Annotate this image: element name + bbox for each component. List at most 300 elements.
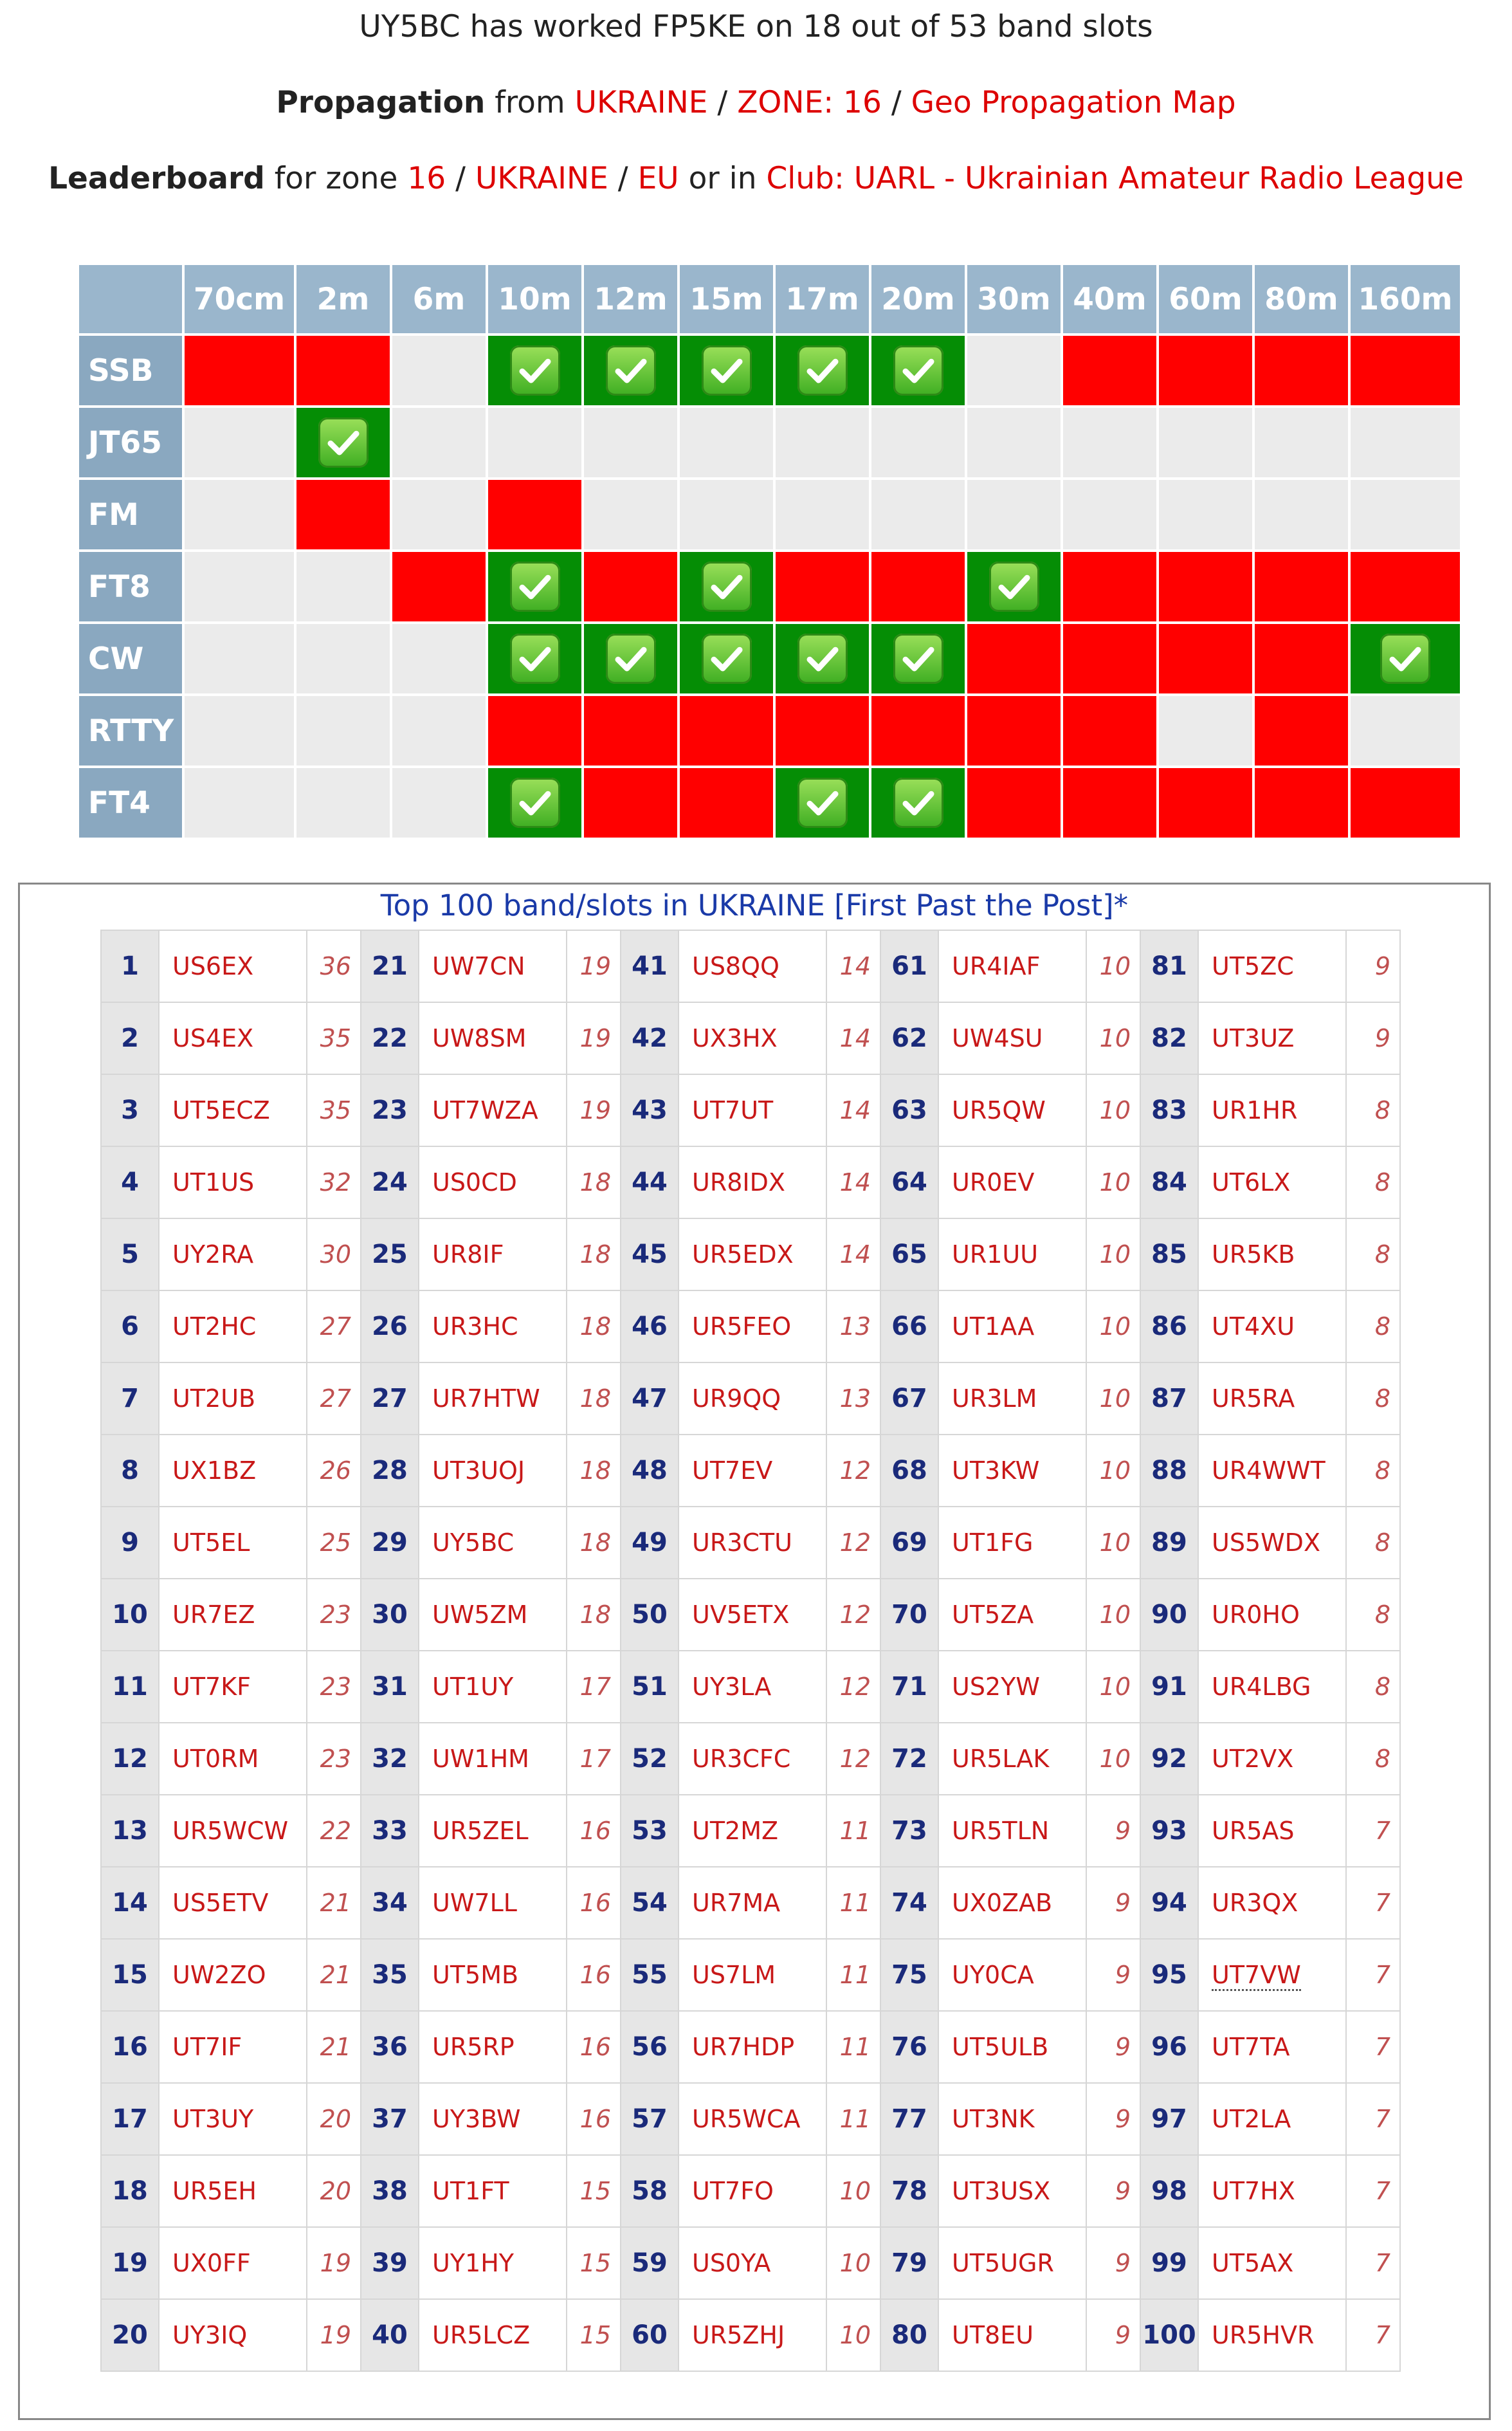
- mode-row: [79, 336, 1460, 405]
- callsign-cell[interactable]: [1198, 1723, 1346, 1795]
- callsign-link[interactable]: US8QQ: [692, 952, 779, 980]
- callsign-cell[interactable]: [679, 1651, 826, 1723]
- callsign-cell[interactable]: [679, 2083, 826, 2155]
- check-icon: [702, 634, 752, 684]
- callsign-cell[interactable]: [1198, 1867, 1346, 1939]
- empty-slot-cell: [1159, 480, 1252, 549]
- callsign-cell[interactable]: [1198, 2083, 1346, 2155]
- callsign-link[interactable]: UT5UGR: [952, 2249, 1054, 2277]
- worked-slot-cell: [871, 768, 965, 838]
- callsign-link[interactable]: UT1AA: [952, 1312, 1035, 1341]
- worked-slot-cell: [488, 552, 581, 621]
- callsign-link[interactable]: UR5LAK: [952, 1745, 1050, 1773]
- callsign-cell[interactable]: [679, 1723, 826, 1795]
- score-cell: 27: [307, 1290, 361, 1362]
- callsign-cell[interactable]: [159, 1435, 307, 1507]
- callsign-cell[interactable]: [679, 1002, 826, 1074]
- unworked-slot-cell: [584, 552, 677, 621]
- callsign-link[interactable]: UT5MB: [432, 1961, 519, 1989]
- callsign-link[interactable]: UT2MZ: [692, 1817, 779, 1845]
- callsign-cell[interactable]: [938, 1362, 1086, 1435]
- rank-cell: 9: [101, 1507, 159, 1579]
- callsign-link[interactable]: UT5EL: [172, 1528, 250, 1557]
- worked-slot-cell: [967, 552, 1061, 621]
- leaderboard-row: [101, 1362, 1400, 1435]
- callsign-link[interactable]: UT2UB: [172, 1384, 256, 1413]
- callsign-cell[interactable]: [159, 1362, 307, 1435]
- callsign-link[interactable]: UR5QW: [952, 1096, 1046, 1124]
- callsign-link[interactable]: UY0CA: [952, 1961, 1034, 1989]
- score-cell: 12: [826, 1435, 880, 1507]
- leaderboard-country-link[interactable]: UKRAINE: [475, 161, 608, 196]
- callsign-link[interactable]: UT7VW: [1212, 1961, 1301, 1991]
- callsign-cell[interactable]: [159, 2011, 307, 2083]
- callsign-link[interactable]: UV5ETX: [692, 1601, 790, 1629]
- rank-cell: 85: [1140, 1218, 1198, 1290]
- callsign-cell[interactable]: [419, 930, 567, 1002]
- score-cell: 7: [1346, 1939, 1400, 2011]
- callsign-link[interactable]: UR7HTW: [432, 1384, 540, 1413]
- score-cell: 12: [826, 1507, 880, 1579]
- callsign-cell[interactable]: [679, 1362, 826, 1435]
- callsign-link[interactable]: UT2LA: [1212, 2105, 1291, 2133]
- callsign-link[interactable]: UR5ZHJ: [692, 2321, 785, 2349]
- callsign-link[interactable]: UT5ECZ: [172, 1096, 270, 1124]
- callsign-cell[interactable]: [159, 2155, 307, 2227]
- score-cell: 25: [307, 1507, 361, 1579]
- leaderboard-or-in-text: or in: [688, 161, 757, 196]
- rank-cell: 99: [1140, 2227, 1198, 2299]
- callsign-cell[interactable]: [419, 2155, 567, 2227]
- callsign-cell[interactable]: [159, 1795, 307, 1867]
- check-icon: [318, 417, 369, 468]
- callsign-cell[interactable]: [938, 2083, 1086, 2155]
- empty-slot-cell: [680, 408, 773, 477]
- callsign-link[interactable]: UT6LX: [1212, 1168, 1291, 1197]
- callsign-link[interactable]: UT7UT: [692, 1096, 774, 1124]
- mode-label: CW: [79, 624, 182, 693]
- empty-slot-cell: [1159, 408, 1252, 477]
- callsign-link[interactable]: UT3UZ: [1212, 1024, 1295, 1052]
- callsign-cell[interactable]: [1198, 2299, 1346, 2371]
- callsign-link[interactable]: UR5FEO: [692, 1312, 792, 1341]
- callsign-cell[interactable]: [419, 1362, 567, 1435]
- score-cell: 27: [307, 1362, 361, 1435]
- callsign-cell[interactable]: [159, 1507, 307, 1579]
- callsign-cell[interactable]: [1198, 1795, 1346, 1867]
- callsign-cell[interactable]: [159, 1074, 307, 1146]
- band-header: 80m: [1255, 265, 1348, 333]
- callsign-link[interactable]: UR5AS: [1212, 1817, 1295, 1845]
- callsign-link[interactable]: UW5ZM: [432, 1601, 528, 1629]
- callsign-cell[interactable]: [159, 2083, 307, 2155]
- callsign-cell[interactable]: [938, 930, 1086, 1002]
- callsign-link[interactable]: UR5KB: [1212, 1240, 1295, 1269]
- callsign-link[interactable]: UR4LBG: [1212, 1673, 1311, 1701]
- geo-propagation-map-link[interactable]: Geo Propagation Map: [911, 85, 1236, 120]
- callsign-link[interactable]: UR5RP: [432, 2033, 515, 2061]
- callsign-link[interactable]: UT5ZA: [952, 1601, 1034, 1629]
- callsign-link[interactable]: UT7IF: [172, 2033, 242, 2061]
- callsign-cell[interactable]: [1198, 1435, 1346, 1507]
- rank-cell: 21: [361, 930, 419, 1002]
- callsign-cell[interactable]: [1198, 1507, 1346, 1579]
- callsign-link[interactable]: UT7HX: [1212, 2177, 1295, 2205]
- callsign-cell[interactable]: [938, 2011, 1086, 2083]
- callsign-link[interactable]: UT4XU: [1212, 1312, 1295, 1341]
- empty-slot-cell: [1063, 480, 1156, 549]
- callsign-cell[interactable]: [938, 1218, 1086, 1290]
- callsign-cell[interactable]: [1198, 2155, 1346, 2227]
- callsign-link[interactable]: UR5LCZ: [432, 2321, 531, 2349]
- leaderboard-row: [101, 2011, 1400, 2083]
- score-cell: 18: [567, 1146, 621, 1218]
- callsign-cell[interactable]: [938, 1435, 1086, 1507]
- callsign-link[interactable]: UR1HR: [1212, 1096, 1298, 1124]
- callsign-cell[interactable]: [1198, 1579, 1346, 1651]
- unworked-slot-cell: [1063, 336, 1156, 405]
- rank-cell: 51: [621, 1651, 679, 1723]
- propagation-zone-link[interactable]: ZONE: 16: [737, 85, 882, 120]
- callsign-link[interactable]: US4EX: [172, 1024, 254, 1052]
- leaderboard-row: [101, 1579, 1400, 1651]
- callsign-cell[interactable]: [419, 1939, 567, 2011]
- score-cell: 16: [567, 2083, 621, 2155]
- callsign-cell[interactable]: [938, 1939, 1086, 2011]
- callsign-link[interactable]: UR4WWT: [1212, 1456, 1325, 1485]
- callsign-link[interactable]: US5ETV: [172, 1889, 269, 1917]
- check-icon: [893, 634, 943, 684]
- callsign-cell[interactable]: [938, 1074, 1086, 1146]
- callsign-cell[interactable]: [679, 2227, 826, 2299]
- callsign-link[interactable]: UT3NK: [952, 2105, 1035, 2133]
- callsign-link[interactable]: UR3CFC: [692, 1745, 791, 1773]
- unworked-slot-cell: [776, 552, 869, 621]
- rank-cell: 1: [101, 930, 159, 1002]
- callsign-cell[interactable]: [159, 930, 307, 1002]
- callsign-cell[interactable]: [419, 2083, 567, 2155]
- callsign-cell[interactable]: [159, 1939, 307, 2011]
- callsign-cell[interactable]: [679, 1290, 826, 1362]
- callsign-link[interactable]: UT5ULB: [952, 2033, 1049, 2061]
- callsign-link[interactable]: UT1FG: [952, 1528, 1034, 1557]
- callsign-link[interactable]: UR5WCW: [172, 1817, 289, 1845]
- callsign-link[interactable]: UW4SU: [952, 1024, 1043, 1052]
- callsign-link[interactable]: UR1UU: [952, 1240, 1039, 1269]
- callsign-link[interactable]: UT2HC: [172, 1312, 257, 1341]
- callsign-cell[interactable]: [419, 1290, 567, 1362]
- callsign-link[interactable]: UY3IQ: [172, 2321, 248, 2349]
- callsign-link[interactable]: UX1BZ: [172, 1456, 257, 1485]
- callsign-cell[interactable]: [159, 1579, 307, 1651]
- leaderboard-row: [101, 1435, 1400, 1507]
- callsign-cell[interactable]: [938, 1723, 1086, 1795]
- callsign-link[interactable]: UT7KF: [172, 1673, 251, 1701]
- rank-cell: 59: [621, 2227, 679, 2299]
- callsign-cell[interactable]: [938, 1579, 1086, 1651]
- callsign-cell[interactable]: [159, 1146, 307, 1218]
- worked-summary-text: UY5BC has worked FP5KE on 18 out of 53 band slots: [359, 9, 1153, 44]
- callsign-link[interactable]: UY3LA: [692, 1673, 772, 1701]
- callsign-link[interactable]: UR0HO: [1212, 1601, 1300, 1629]
- callsign-cell[interactable]: [419, 1579, 567, 1651]
- callsign-cell[interactable]: [679, 1146, 826, 1218]
- empty-slot-cell: [185, 408, 294, 477]
- leaderboard-title: Top 100 band/slots in UKRAINE [First Past the Post]*: [380, 888, 1129, 922]
- callsign-cell[interactable]: [159, 1867, 307, 1939]
- callsign-cell[interactable]: [419, 2227, 567, 2299]
- callsign-cell[interactable]: [938, 1290, 1086, 1362]
- check-icon: [702, 562, 752, 612]
- callsign-cell[interactable]: [938, 1651, 1086, 1723]
- rank-cell: 15: [101, 1939, 159, 2011]
- callsign-cell[interactable]: [679, 1795, 826, 1867]
- callsign-link[interactable]: UT7EV: [692, 1456, 773, 1485]
- empty-slot-cell: [185, 552, 294, 621]
- callsign-cell[interactable]: [159, 1218, 307, 1290]
- score-cell: 15: [567, 2155, 621, 2227]
- callsign-cell[interactable]: [1198, 1939, 1346, 2011]
- callsign-link[interactable]: UT8EU: [952, 2321, 1034, 2349]
- callsign-cell[interactable]: [159, 2227, 307, 2299]
- callsign-cell[interactable]: [1198, 1146, 1346, 1218]
- callsign-cell[interactable]: [159, 1651, 307, 1723]
- callsign-link[interactable]: UR5ZEL: [432, 1817, 529, 1845]
- callsign-link[interactable]: UY5BC: [432, 1528, 515, 1557]
- callsign-cell[interactable]: [679, 1218, 826, 1290]
- score-cell: 14: [826, 1218, 880, 1290]
- callsign-link[interactable]: UR9QQ: [692, 1384, 781, 1413]
- callsign-cell[interactable]: [419, 2011, 567, 2083]
- callsign-link[interactable]: UY2RA: [172, 1240, 254, 1269]
- score-cell: 23: [307, 1723, 361, 1795]
- callsign-link[interactable]: UT3UY: [172, 2105, 254, 2133]
- callsign-link[interactable]: UT0RM: [172, 1745, 259, 1773]
- callsign-cell[interactable]: [419, 1795, 567, 1867]
- callsign-link[interactable]: US2YW: [952, 1673, 1040, 1701]
- callsign-cell[interactable]: [419, 1507, 567, 1579]
- rank-cell: 97: [1140, 2083, 1198, 2155]
- score-cell: 10: [826, 2227, 880, 2299]
- unworked-slot-cell: [776, 696, 869, 766]
- callsign-cell[interactable]: [1198, 2011, 1346, 2083]
- callsign-link[interactable]: UT5AX: [1212, 2249, 1294, 2277]
- callsign-link[interactable]: UR5HVR: [1212, 2321, 1315, 2349]
- score-cell: 8: [1346, 1218, 1400, 1290]
- rank-cell: 82: [1140, 1002, 1198, 1074]
- callsign-cell[interactable]: [938, 1002, 1086, 1074]
- callsign-link[interactable]: UT3USX: [952, 2177, 1051, 2205]
- callsign-link[interactable]: UT1UY: [432, 1673, 514, 1701]
- rank-cell: 16: [101, 2011, 159, 2083]
- callsign-link[interactable]: UX0ZAB: [952, 1889, 1053, 1917]
- unworked-slot-cell: [1063, 768, 1156, 838]
- callsign-link[interactable]: UR5EH: [172, 2177, 257, 2205]
- callsign-link[interactable]: UW1HM: [432, 1745, 529, 1773]
- callsign-link[interactable]: UR5EDX: [692, 1240, 794, 1269]
- check-icon: [606, 345, 656, 396]
- callsign-link[interactable]: UT1US: [172, 1168, 255, 1197]
- callsign-cell[interactable]: [938, 2155, 1086, 2227]
- callsign-cell[interactable]: [419, 2299, 567, 2371]
- callsign-cell[interactable]: [679, 1867, 826, 1939]
- rank-cell: 65: [880, 1218, 938, 1290]
- rank-cell: 83: [1140, 1074, 1198, 1146]
- callsign-cell[interactable]: [419, 1651, 567, 1723]
- callsign-link[interactable]: UW7CN: [432, 952, 525, 980]
- score-cell: 9: [1086, 2227, 1140, 2299]
- callsign-link[interactable]: UY3BW: [432, 2105, 521, 2133]
- unworked-slot-cell: [1255, 624, 1348, 693]
- check-icon: [510, 634, 560, 684]
- callsign-link[interactable]: UR0EV: [952, 1168, 1035, 1197]
- score-cell: 23: [307, 1579, 361, 1651]
- callsign-link[interactable]: US6EX: [172, 952, 254, 980]
- score-cell: 16: [567, 1867, 621, 1939]
- callsign-cell[interactable]: [1198, 1362, 1346, 1435]
- empty-slot-cell: [680, 480, 773, 549]
- band-header: 70cm: [185, 265, 294, 333]
- callsign-cell[interactable]: [159, 1290, 307, 1362]
- rank-cell: 75: [880, 1939, 938, 2011]
- unworked-slot-cell: [967, 624, 1061, 693]
- score-cell: 10: [1086, 1290, 1140, 1362]
- callsign-cell[interactable]: [159, 1723, 307, 1795]
- callsign-link[interactable]: UR3QX: [1212, 1889, 1298, 1917]
- callsign-link[interactable]: UW8SM: [432, 1024, 527, 1052]
- score-cell: 19: [567, 930, 621, 1002]
- callsign-link[interactable]: US0YA: [692, 2249, 771, 2277]
- callsign-cell[interactable]: [419, 1723, 567, 1795]
- callsign-cell[interactable]: [1198, 2227, 1346, 2299]
- score-cell: 17: [567, 1651, 621, 1723]
- callsign-link[interactable]: UR8IDX: [692, 1168, 785, 1197]
- score-cell: 13: [826, 1290, 880, 1362]
- check-icon: [893, 778, 943, 828]
- callsign-cell[interactable]: [938, 1146, 1086, 1218]
- callsign-cell[interactable]: [679, 1507, 826, 1579]
- score-cell: 10: [826, 2155, 880, 2227]
- leaderboard-club-link[interactable]: Club: UARL - Ukrainian Amateur Radio League: [766, 161, 1464, 196]
- callsign-link[interactable]: UW2ZO: [172, 1961, 266, 1989]
- callsign-cell[interactable]: [1198, 1290, 1346, 1362]
- callsign-cell[interactable]: [938, 2227, 1086, 2299]
- callsign-link[interactable]: UR5TLN: [952, 1817, 1050, 1845]
- callsign-link[interactable]: UX0FF: [172, 2249, 251, 2277]
- callsign-link[interactable]: UR7EZ: [172, 1601, 255, 1629]
- band-header: 40m: [1063, 265, 1156, 333]
- callsign-cell[interactable]: [159, 1002, 307, 1074]
- leaderboard-row: [101, 1002, 1400, 1074]
- leaderboard-row: [101, 930, 1400, 1002]
- callsign-link[interactable]: UR3LM: [952, 1384, 1037, 1413]
- callsign-cell[interactable]: [938, 1795, 1086, 1867]
- check-icon: [510, 562, 560, 612]
- callsign-cell[interactable]: [419, 1146, 567, 1218]
- callsign-cell[interactable]: [679, 2299, 826, 2371]
- callsign-link[interactable]: UT7TA: [1212, 2033, 1290, 2061]
- callsign-link[interactable]: UT2VX: [1212, 1745, 1294, 1773]
- score-cell: 26: [307, 1435, 361, 1507]
- callsign-cell[interactable]: [679, 1579, 826, 1651]
- leaderboard-continent-link[interactable]: EU: [637, 161, 679, 196]
- callsign-link[interactable]: UT7FO: [692, 2177, 774, 2205]
- rank-cell: 46: [621, 1290, 679, 1362]
- callsign-cell[interactable]: [419, 1074, 567, 1146]
- callsign-cell[interactable]: [938, 1507, 1086, 1579]
- callsign-link[interactable]: UT3KW: [952, 1456, 1040, 1485]
- score-cell: 14: [826, 1146, 880, 1218]
- callsign-link[interactable]: UT5ZC: [1212, 952, 1294, 980]
- rank-cell: 23: [361, 1074, 419, 1146]
- callsign-cell[interactable]: [1198, 1218, 1346, 1290]
- score-cell: 10: [1086, 930, 1140, 1002]
- callsign-link[interactable]: UR5WCA: [692, 2105, 801, 2133]
- rank-cell: 20: [101, 2299, 159, 2371]
- callsign-cell[interactable]: [419, 1435, 567, 1507]
- callsign-cell[interactable]: [1198, 930, 1346, 1002]
- callsign-cell[interactable]: [679, 1074, 826, 1146]
- callsign-link[interactable]: UT7WZA: [432, 1096, 538, 1124]
- callsign-link[interactable]: UR7MA: [692, 1889, 781, 1917]
- callsign-cell[interactable]: [1198, 1651, 1346, 1723]
- callsign-link[interactable]: UW7LL: [432, 1889, 517, 1917]
- callsign-link[interactable]: UT3UOJ: [432, 1456, 525, 1485]
- callsign-link[interactable]: UT1FT: [432, 2177, 509, 2205]
- leaderboard-zone-link[interactable]: 16: [407, 161, 446, 196]
- callsign-cell[interactable]: [1198, 1074, 1346, 1146]
- rank-cell: 30: [361, 1579, 419, 1651]
- rank-cell: 5: [101, 1218, 159, 1290]
- score-cell: 9: [1086, 1867, 1140, 1939]
- callsign-cell[interactable]: [679, 930, 826, 1002]
- callsign-cell[interactable]: [159, 2299, 307, 2371]
- callsign-link[interactable]: UR3CTU: [692, 1528, 792, 1557]
- unworked-slot-cell: [584, 768, 677, 838]
- unworked-slot-cell: [1351, 336, 1460, 405]
- rank-cell: 62: [880, 1002, 938, 1074]
- callsign-cell[interactable]: [938, 2299, 1086, 2371]
- callsign-link[interactable]: US5WDX: [1212, 1528, 1320, 1557]
- empty-slot-cell: [1351, 408, 1460, 477]
- rank-cell: 2: [101, 1002, 159, 1074]
- callsign-cell[interactable]: [1198, 1002, 1346, 1074]
- worked-slot-cell: [680, 624, 773, 693]
- callsign-cell[interactable]: [679, 2011, 826, 2083]
- score-cell: 19: [307, 2227, 361, 2299]
- callsign-cell[interactable]: [938, 1867, 1086, 1939]
- callsign-link[interactable]: UR7HDP: [692, 2033, 795, 2061]
- callsign-link[interactable]: UR8IF: [432, 1240, 504, 1269]
- callsign-link[interactable]: UX3HX: [692, 1024, 778, 1052]
- callsign-cell[interactable]: [679, 1939, 826, 2011]
- callsign-cell[interactable]: [679, 1435, 826, 1507]
- callsign-link[interactable]: UR5RA: [1212, 1384, 1295, 1413]
- callsign-link[interactable]: UR3HC: [432, 1312, 518, 1341]
- callsign-link[interactable]: UR4IAF: [952, 952, 1041, 980]
- callsign-link[interactable]: UY1HY: [432, 2249, 514, 2277]
- callsign-cell[interactable]: [419, 1218, 567, 1290]
- rank-cell: 25: [361, 1218, 419, 1290]
- callsign-cell[interactable]: [679, 2155, 826, 2227]
- rank-cell: 64: [880, 1146, 938, 1218]
- callsign-cell[interactable]: [419, 1002, 567, 1074]
- callsign-link[interactable]: US7LM: [692, 1961, 776, 1989]
- propagation-country-link[interactable]: UKRAINE: [574, 85, 708, 120]
- callsign-link[interactable]: US0CD: [432, 1168, 517, 1197]
- score-cell: 8: [1346, 1723, 1400, 1795]
- callsign-cell[interactable]: [419, 1867, 567, 1939]
